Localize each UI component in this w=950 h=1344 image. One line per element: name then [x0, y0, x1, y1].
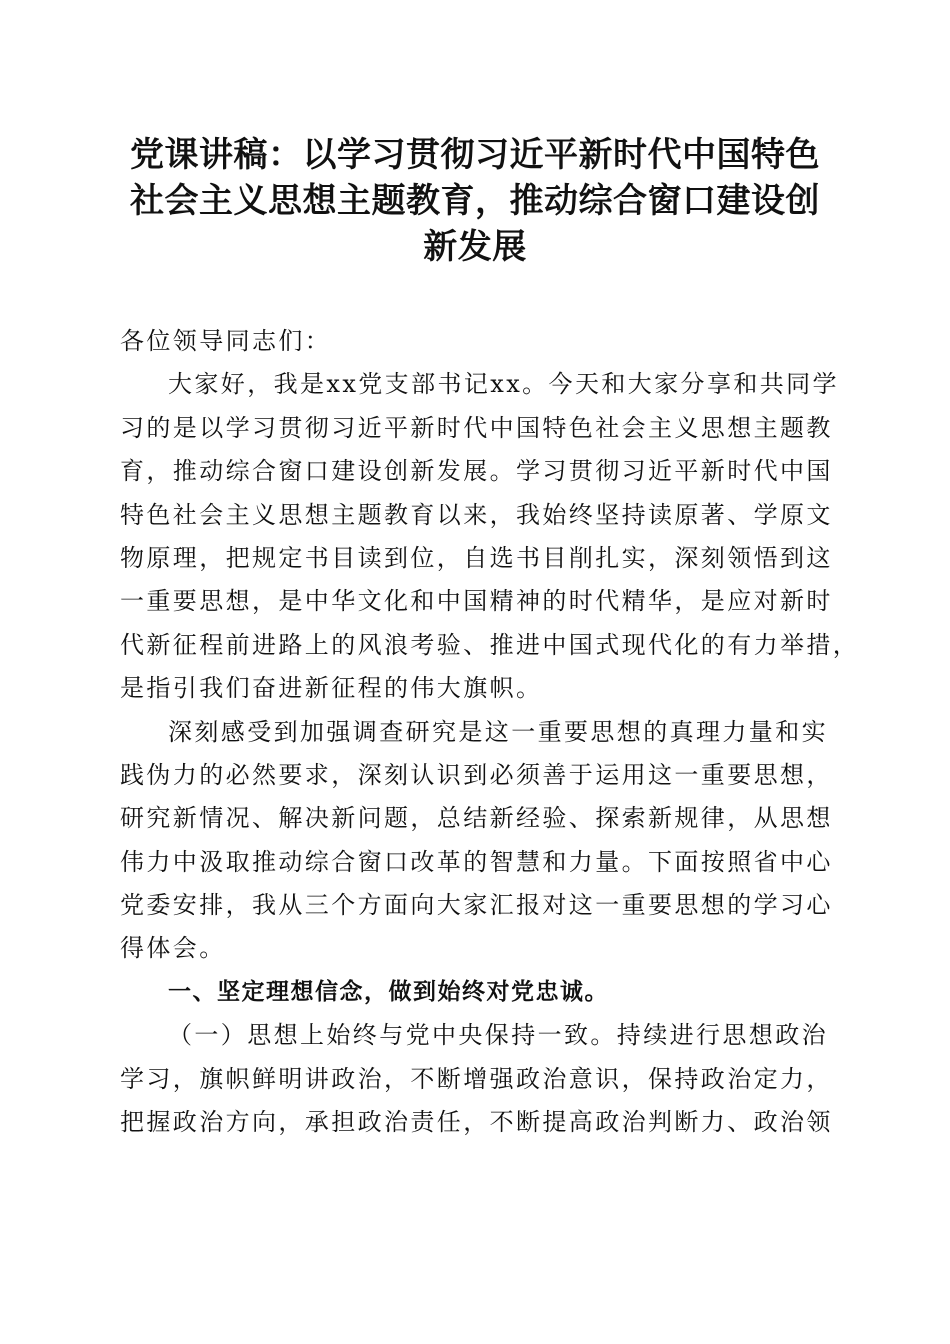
title-line: 党课讲稿：以学习贯彻习近平新时代中国特色 [130, 135, 820, 175]
paragraph-research [120, 711, 840, 971]
paragraph-line: 伟力中汲取推动综合窗口改革的智慧和力量。下面按照省中心 [120, 847, 833, 876]
paragraph-line: 学习，旗帜鲜明讲政治，不断增强政治意识，保持政治定力， [120, 1064, 833, 1093]
paragraph-line: 得体会。 [120, 934, 226, 963]
title-line: 新发展 [423, 227, 527, 267]
paragraph-section-one [120, 1014, 840, 1144]
paragraph-line: 大家好，我是xx党支部书记xx。今天和大家分享和共同学 [168, 370, 839, 399]
paragraph-line: 践伪力的必然要求，深刻认识到必须善于运用这一重要思想， [120, 760, 833, 789]
paragraph-line: 代新征程前进路上的风浪考验、推进中国式现代化的有力举措， [120, 630, 860, 659]
document-title [110, 132, 840, 270]
paragraph-line: 把握政治方向，承担政治责任，不断提高政治判断力、政治领 [120, 1108, 833, 1137]
paragraph-line: 育，推动综合窗口建设创新发展。学习贯彻习近平新时代中国 [120, 457, 833, 486]
document-body [120, 320, 860, 1144]
title-line: 社会主义思想主题教育，推动综合窗口建设创 [130, 181, 820, 221]
paragraph-line: 深刻感受到加强调查研究是这一重要思想的真理力量和实 [168, 717, 828, 746]
paragraph-line: 一重要思想，是中华文化和中国精神的时代精华，是应对新时 [120, 587, 833, 616]
paragraph-intro [120, 363, 860, 710]
paragraph-line: 研究新情况、解决新问题，总结新经验、探索新规律，从思想 [120, 804, 833, 833]
paragraph-line: 党委安排，我从三个方面向大家汇报对这一重要思想的学习心 [120, 891, 833, 920]
paragraph-line: 特色社会主义思想主题教育以来，我始终坚持读原著、学原文 [120, 500, 833, 529]
salutation: 各位领导同志们： [120, 327, 332, 355]
paragraph-line: 物原理，把规定书目读到位，自选书目削扎实，深刻领悟到这 [120, 543, 833, 572]
section-heading: 一、坚定理想信念，做到始终对党忠诚。 [168, 978, 609, 1005]
paragraph-line: 习的是以学习贯彻习近平新时代中国特色社会主义思想主题教 [120, 413, 833, 442]
paragraph-line: 是指引我们奋进新征程的伟大旗帜。 [120, 674, 543, 703]
paragraph-line: （一）思想上始终与党中央保持一致。持续进行思想政治 [168, 1021, 828, 1050]
